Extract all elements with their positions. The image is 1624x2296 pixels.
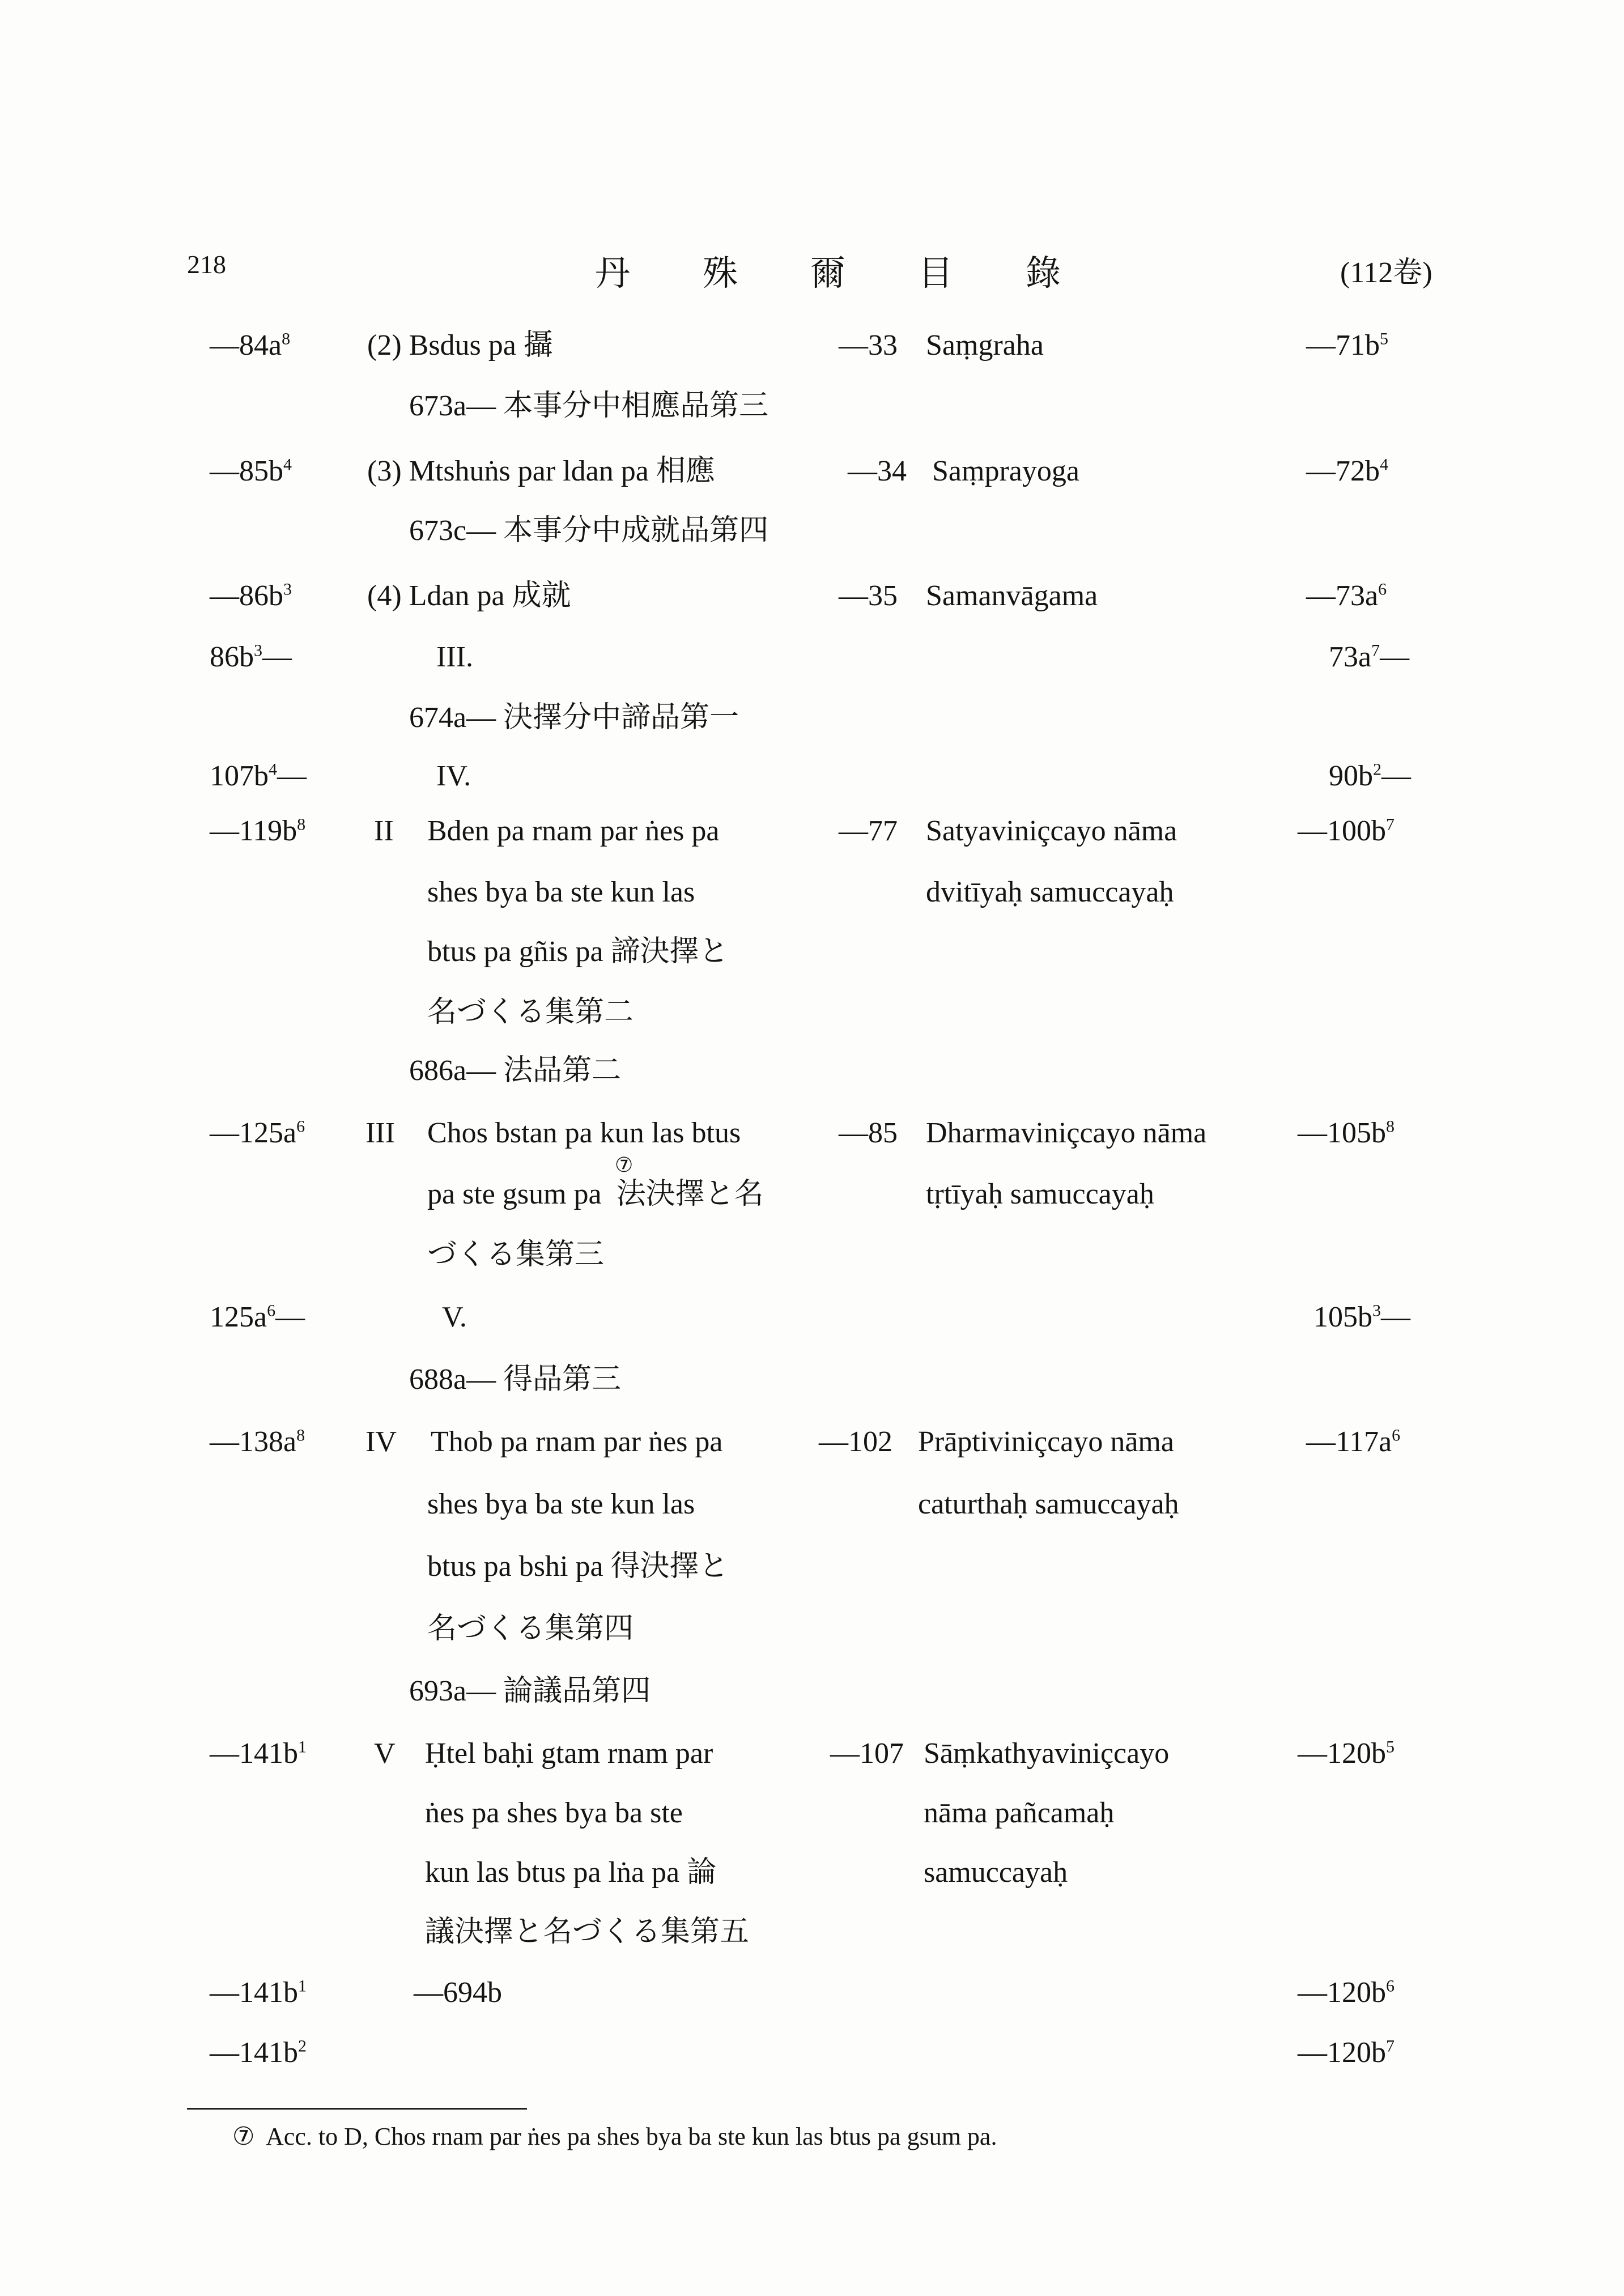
- footnote-divider: [187, 2108, 527, 2110]
- tibetan-title: (4) Ldan pa 成就: [367, 580, 571, 612]
- footnote: [232, 2122, 997, 2151]
- sanskrit-title: Saṃgraha: [926, 329, 1044, 362]
- page-ref: —77: [839, 815, 898, 847]
- footnote-mark: ⑦: [232, 2123, 255, 2150]
- tibetan-line: 名づくる集第二: [427, 996, 634, 1028]
- volume-label: (112卷): [1340, 257, 1432, 289]
- roman-numeral: III: [365, 1117, 395, 1149]
- left-folio: $107b^4—$: [210, 760, 307, 792]
- tibetan-line: 議決擇と名づくる集第五: [425, 1916, 750, 1948]
- sanskrit-line: Satyaviniçcayo nāma: [926, 815, 1177, 847]
- left-folio: $86b^3—$: [210, 641, 292, 673]
- left-folio: $—141b^1$: [210, 1976, 307, 2009]
- chinese-ref: 673c— 本事分中成就品第四: [409, 515, 769, 547]
- tibetan-title: (2) Bsdus pa 攝: [367, 329, 553, 362]
- tibetan-line: shes bya ba ste kun las: [427, 1488, 695, 1520]
- page-ref: —35: [839, 580, 898, 612]
- roman-numeral: IV: [365, 1426, 397, 1458]
- page-number: 218: [187, 250, 226, 279]
- section-heading: V.: [442, 1301, 467, 1333]
- right-folio: $90b^2—$: [1329, 760, 1411, 792]
- footnote-text: Acc. to D, Chos rnam par ṅes pa shes bya ba ste kun las btus pa gsum pa.: [266, 2123, 997, 2150]
- chinese-ref: 693a— 論議品第四: [409, 1675, 651, 1707]
- right-folio: $—117a^6$: [1306, 1426, 1401, 1458]
- chinese-ref: 673a— 本事分中相應品第三: [409, 390, 769, 422]
- sanskrit-line: Prāptiviniçcayo nāma: [918, 1426, 1174, 1458]
- section-heading: III.: [436, 641, 473, 673]
- left-folio: $—119b^8$: [210, 815, 306, 847]
- left-folio: $—138a^8$: [210, 1426, 305, 1458]
- chinese-ref: 686a— 法品第二: [409, 1055, 622, 1087]
- right-folio: $—120b^7$: [1298, 2036, 1395, 2069]
- right-folio: $—71b^5$: [1306, 329, 1388, 362]
- tibetan-line: ṅes pa shes bya ba ste: [425, 1797, 683, 1829]
- tibetan-line: Ḥtel baḥi gtam rnam par: [425, 1737, 713, 1770]
- page-ref: —33: [839, 329, 898, 362]
- tibetan-line: Bden pa rnam par ṅes pa: [427, 815, 720, 847]
- page-ref: —107: [830, 1737, 904, 1770]
- sanskrit-line: Sāṃkathyaviniçcayo: [924, 1737, 1170, 1770]
- sanskrit-title: Saṃprayoga: [932, 455, 1079, 487]
- tibetan-line: づくる集第三: [427, 1239, 605, 1271]
- tibetan-title: (3) Mtshuṅs par ldan pa 相應: [367, 455, 715, 487]
- page-ref: —694b: [414, 1976, 502, 2009]
- sanskrit-line: tṛtīyaḥ samuccayaḥ: [926, 1178, 1154, 1210]
- page-ref: —102: [819, 1426, 892, 1458]
- title-char: 目: [918, 254, 954, 293]
- title-char: 爾: [810, 254, 846, 293]
- right-folio: $—120b^6$: [1298, 1976, 1395, 2009]
- roman-numeral: V: [374, 1737, 396, 1770]
- title-char: 錄: [1026, 254, 1061, 293]
- page-title: [595, 245, 1133, 295]
- sanskrit-line: Dharmaviniçcayo nāma: [926, 1117, 1207, 1149]
- page-ref: —85: [839, 1117, 898, 1149]
- footnote-reference[interactable]: ⑦: [615, 1154, 634, 1176]
- right-folio: $—100b^7$: [1298, 815, 1395, 847]
- tibetan-line: btus pa gñis pa 諦決擇と: [427, 936, 729, 968]
- right-folio: $105b^3—$: [1313, 1301, 1410, 1333]
- left-folio: $—84a^8$: [210, 329, 291, 362]
- chinese-ref: 674a— 決擇分中諦品第一: [409, 701, 739, 734]
- right-folio: $—73a^6$: [1306, 580, 1387, 612]
- tibetan-line: kun las btus pa lṅa pa 論: [425, 1856, 717, 1889]
- left-folio: $—86b^3$: [210, 580, 292, 612]
- left-folio: $125a^6—$: [210, 1301, 305, 1333]
- left-folio: $—125a^6$: [210, 1117, 305, 1149]
- tibetan-line: pa ste gsum pa 法決擇と名: [427, 1178, 764, 1210]
- left-folio: $—85b^4$: [210, 455, 292, 487]
- left-folio: $—141b^1$: [210, 1737, 307, 1770]
- tibetan-line: shes bya ba ste kun las: [427, 876, 695, 908]
- right-folio: $73a^7—$: [1329, 641, 1410, 673]
- tibetan-line: Chos bstan pa kun las btus: [427, 1117, 741, 1149]
- tibetan-line: btus pa bshi pa 得決擇と: [427, 1550, 729, 1583]
- sanskrit-line: caturthaḥ samuccayaḥ: [918, 1488, 1179, 1520]
- sanskrit-line: nāma pañcamaḥ: [924, 1797, 1115, 1829]
- left-folio: $—141b^2$: [210, 2036, 307, 2069]
- title-char: 丹: [595, 254, 631, 293]
- roman-numeral: II: [374, 815, 394, 847]
- sanskrit-line: samuccayaḥ: [924, 1856, 1068, 1889]
- right-folio: $—105b^8$: [1298, 1117, 1395, 1149]
- chinese-ref: 688a— 得品第三: [409, 1363, 622, 1396]
- right-folio: $—120b^5$: [1298, 1737, 1395, 1770]
- right-folio: $—72b^4$: [1306, 455, 1388, 487]
- sanskrit-line: dvitīyaḥ samuccayaḥ: [926, 876, 1174, 908]
- page-ref: —34: [848, 455, 907, 487]
- section-heading: IV.: [436, 760, 471, 792]
- tibetan-line: Thob pa rnam par ṅes pa: [431, 1426, 723, 1458]
- sanskrit-title: Samanvāgama: [926, 580, 1098, 612]
- tibetan-line: 名づくる集第四: [427, 1613, 634, 1645]
- title-char: 殊: [703, 254, 738, 293]
